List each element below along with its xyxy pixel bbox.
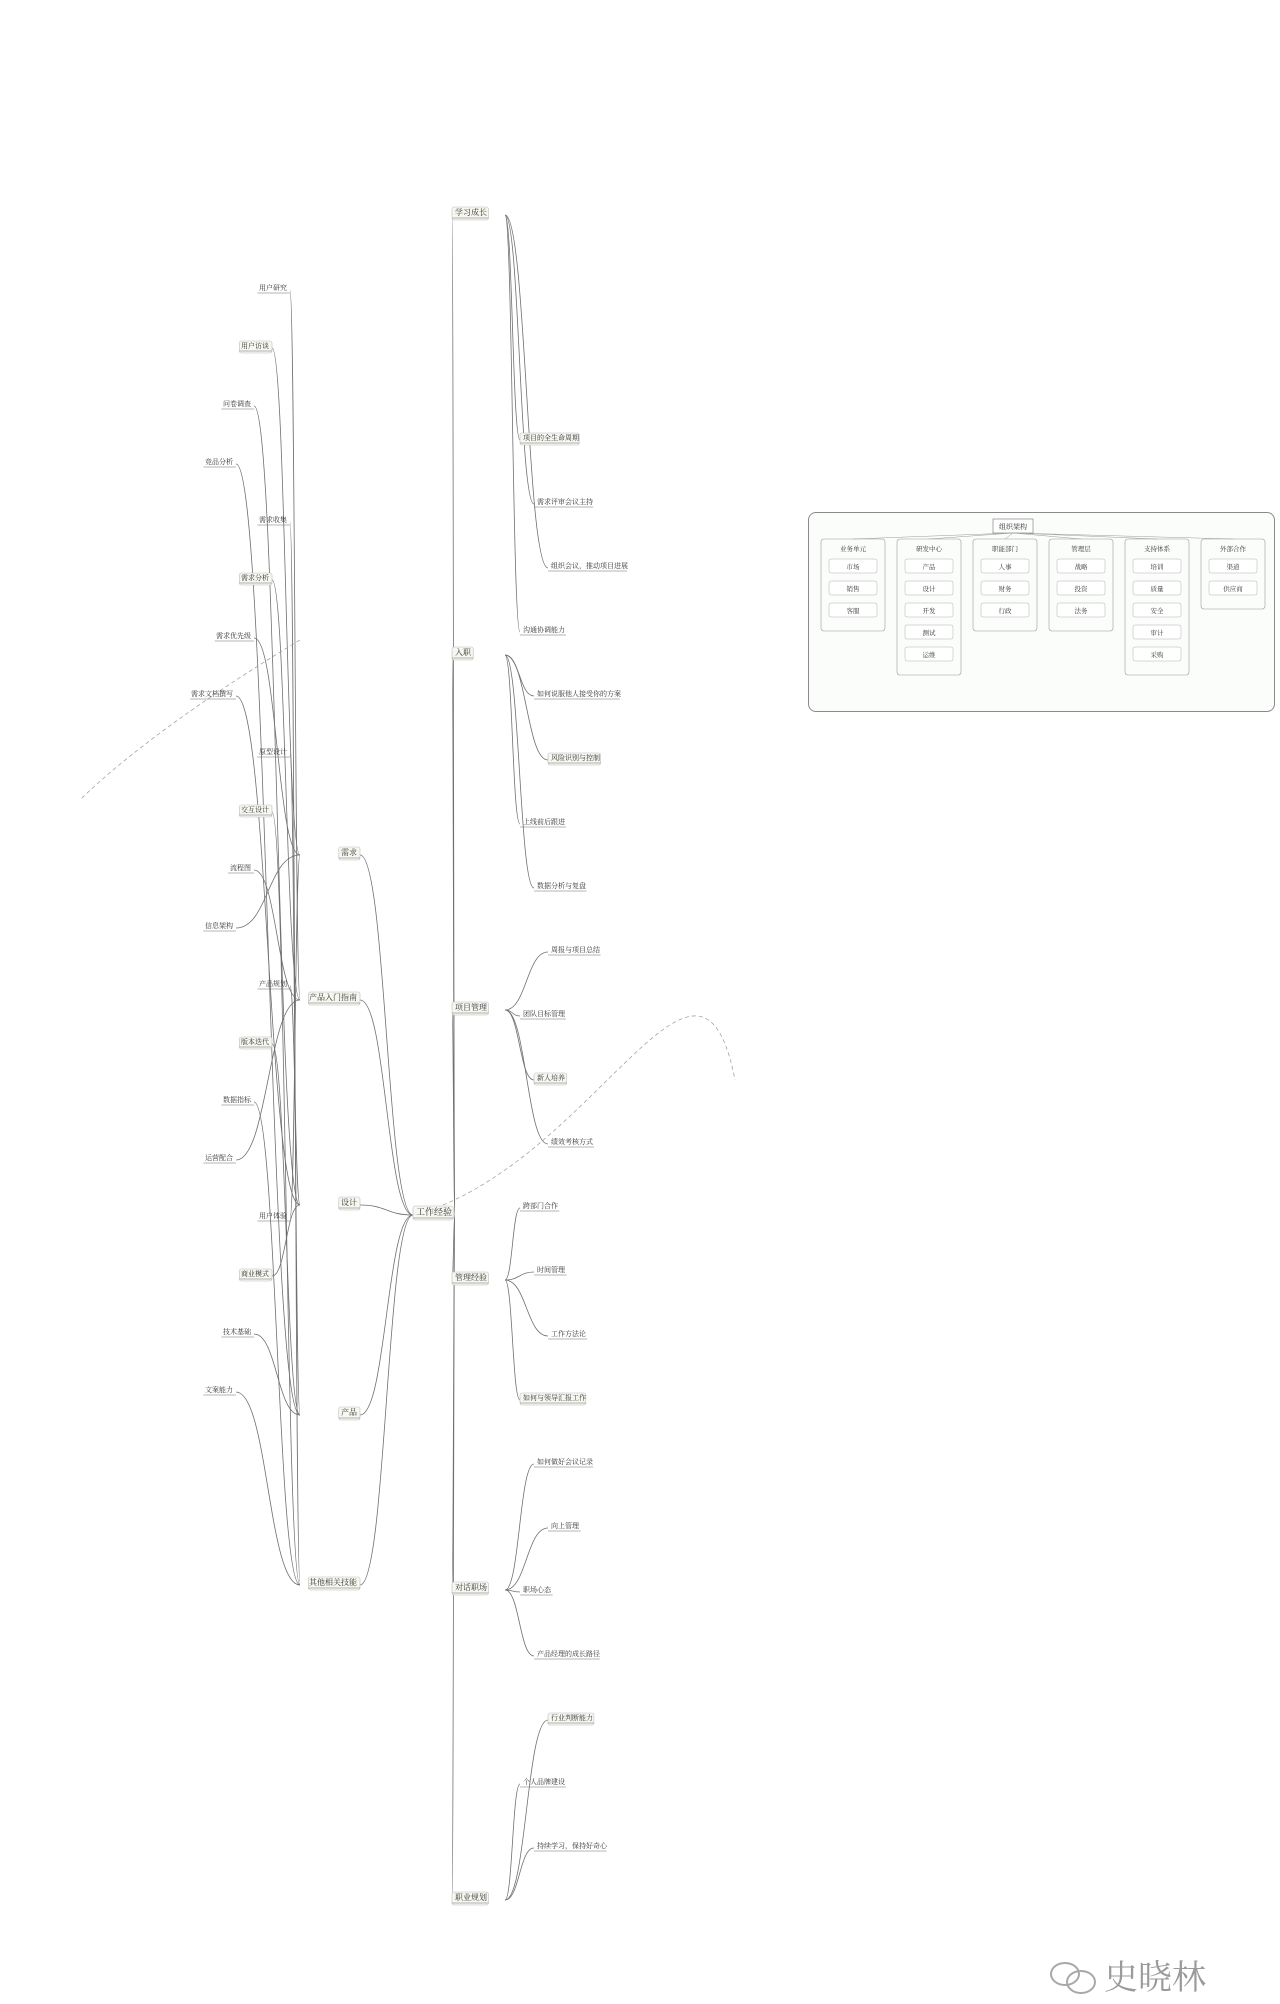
right-leaf-15 (520, 1393, 586, 1405)
left-leaf-19-text: 文案能力 (205, 1386, 233, 1394)
right-branch-0-text: 学习成长 (455, 208, 487, 217)
panel-column-label-1: 研发中心 (916, 545, 942, 553)
right-leaf-edge-8 (505, 952, 548, 1010)
org-structure-diagram (809, 513, 1274, 711)
left-leaf-12 (257, 979, 290, 989)
right-leaf-14 (548, 1329, 587, 1339)
panel-item-4-0: 培训 (1150, 563, 1164, 571)
left-branch-1-text: 需求 (341, 848, 357, 857)
right-leaf-18-text: 职场心态 (523, 1586, 551, 1594)
left-leaf-8-text: 原型设计 (259, 748, 287, 756)
right-leaf-5-text: 风险识别与控制 (551, 754, 600, 762)
left-branch-edge-2 (360, 1205, 413, 1215)
right-branch-2-text: 项目管理 (455, 1003, 487, 1012)
right-leaf-4-text: 如何说服他人接受你的方案 (537, 690, 621, 698)
panel-title: 组织架构 (999, 523, 1027, 531)
right-leaf-edge-5 (505, 655, 548, 760)
panel-item-2-2: 行政 (998, 607, 1012, 615)
panel-item-3-0: 战略 (1074, 563, 1088, 571)
right-leaf-7-text: 数据分析与复盘 (537, 882, 586, 890)
left-leaf-0 (257, 283, 290, 293)
org-structure-panel (808, 512, 1275, 712)
left-leaf-14 (221, 1095, 254, 1105)
right-leaf-21-text: 个人品牌建设 (523, 1778, 565, 1786)
right-leaf-19-text: 产品经理的成长路径 (537, 1650, 600, 1658)
right-leaf-19 (534, 1649, 600, 1659)
mind-map-edges (80, 215, 735, 1900)
right-leaf-0-text: 项目的全生命周期 (523, 434, 579, 442)
panel-item-1-0: 产品 (922, 563, 936, 571)
left-branch-edge-3 (360, 1215, 413, 1415)
panel-column-label-0: 业务单元 (840, 545, 866, 553)
left-leaf-6 (215, 631, 254, 641)
right-branch-5 (452, 1892, 488, 1905)
panel-item-3-1: 投资 (1074, 585, 1088, 593)
right-leaf-edge-3 (505, 215, 520, 632)
right-leaf-9-text: 团队目标管理 (523, 1010, 565, 1018)
left-leaf-11-text: 信息架构 (205, 922, 233, 930)
right-leaf-13-text: 时间管理 (537, 1266, 565, 1274)
panel-column-label-5: 外部合作 (1220, 545, 1246, 553)
right-leaf-0 (520, 433, 579, 445)
panel-item-0-0: 市场 (846, 563, 860, 571)
right-leaf-8 (548, 945, 601, 955)
right-leaf-3 (520, 625, 566, 635)
right-branch-3 (452, 1272, 488, 1285)
right-leaf-edge-19 (505, 1590, 534, 1656)
panel-column-label-2: 职能部门 (992, 545, 1018, 553)
left-branch-1 (339, 847, 360, 860)
left-branch-4-text: 其他相关技能 (309, 1578, 357, 1587)
right-leaf-12-text: 跨部门合作 (523, 1202, 558, 1210)
right-branch-3-text: 管理经验 (455, 1273, 487, 1282)
left-branch-2 (339, 1197, 360, 1210)
right-leaf-1 (534, 497, 593, 507)
left-leaf-edge-7 (236, 696, 300, 1205)
panel-item-1-3: 测试 (922, 629, 936, 637)
left-leaf-4-text: 需求收集 (259, 516, 287, 524)
central-node-text: 工作经验 (416, 1208, 453, 1218)
right-leaf-9 (520, 1009, 566, 1019)
right-leaf-2-text: 组织会议，推动项目进展 (551, 562, 628, 570)
watermark (1050, 1950, 1206, 1999)
right-branch-1-text: 入职 (455, 648, 471, 657)
panel-item-4-1: 质量 (1150, 585, 1164, 593)
right-leaf-22-text: 持续学习，保持好奇心 (537, 1842, 607, 1850)
left-leaf-9-text: 交互设计 (241, 806, 269, 814)
panel-item-4-3: 审计 (1150, 629, 1164, 637)
right-leaf-11-text: 绩效考核方式 (551, 1138, 593, 1146)
right-leaf-edge-16 (505, 1464, 534, 1590)
left-leaf-4 (257, 515, 290, 525)
right-leaf-edge-12 (505, 1208, 520, 1280)
right-leaf-12 (520, 1201, 559, 1211)
left-leaf-10 (228, 863, 254, 873)
left-leaf-18-text: 技术基础 (223, 1328, 251, 1336)
right-leaf-edge-10 (505, 1010, 534, 1080)
left-leaf-11 (203, 921, 236, 931)
left-leaf-10-text: 流程图 (230, 864, 251, 872)
panel-item-2-1: 财务 (998, 585, 1012, 593)
panel-link-2 (1005, 533, 1013, 539)
left-leaf-6-text: 需求优先级 (216, 632, 251, 640)
right-leaf-20 (548, 1713, 594, 1725)
right-leaf-10-text: 新人培养 (537, 1074, 565, 1082)
panel-link-4 (1013, 533, 1157, 539)
left-leaf-15-text: 运营配合 (205, 1154, 233, 1162)
left-leaf-16 (257, 1211, 290, 1221)
right-leaf-edge-22 (505, 1848, 534, 1900)
panel-item-0-2: 客服 (846, 607, 860, 615)
right-branch-2 (452, 1002, 488, 1015)
right-leaf-20-text: 行业判断能力 (551, 1714, 593, 1722)
left-leaf-8 (257, 747, 290, 757)
central-node (413, 1206, 453, 1220)
dashed-connector (430, 1016, 735, 1210)
panel-item-2-0: 人事 (998, 563, 1012, 571)
right-leaf-10 (534, 1073, 567, 1085)
right-leaf-edge-21 (505, 1784, 520, 1900)
left-leaf-15 (203, 1153, 236, 1163)
panel-item-5-1: 供应商 (1223, 585, 1243, 593)
right-leaf-14-text: 工作方法论 (551, 1330, 586, 1338)
right-leaf-13 (534, 1265, 567, 1275)
left-leaf-17-text: 商业模式 (241, 1270, 269, 1278)
right-leaf-3-text: 沟通协调能力 (523, 626, 565, 634)
panel-item-3-2: 法务 (1074, 607, 1088, 615)
panel-item-1-1: 设计 (922, 585, 936, 593)
panel-item-5-0: 渠道 (1226, 563, 1240, 571)
left-leaf-0-text: 用户研究 (259, 284, 287, 292)
right-branch-1 (452, 647, 473, 660)
right-leaf-18 (520, 1585, 553, 1595)
panel-item-0-1: 销售 (846, 585, 860, 593)
left-leaf-2 (221, 399, 254, 409)
panel-item-4-4: 采购 (1150, 651, 1164, 659)
left-leaf-1 (239, 341, 272, 353)
right-leaf-16-text: 如何做好会议记录 (537, 1458, 593, 1466)
right-leaf-21 (520, 1777, 566, 1787)
panel-column-label-3: 管理层 (1071, 545, 1091, 553)
right-leaf-17 (548, 1521, 581, 1531)
left-leaf-12-text: 产品规划 (259, 980, 287, 988)
left-leaf-13-text: 版本迭代 (241, 1038, 269, 1046)
left-leaf-18 (221, 1327, 254, 1337)
left-leaf-edge-15 (236, 1000, 300, 1160)
panel-item-1-2: 开发 (922, 607, 936, 615)
right-leaf-11 (548, 1137, 594, 1147)
left-leaf-1-text: 用户访谈 (241, 342, 269, 350)
left-branch-3-text: 产品 (341, 1408, 357, 1417)
right-leaf-4 (534, 689, 621, 699)
right-leaf-6-text: 上线前后跟进 (523, 818, 565, 826)
left-branch-0-text: 产品入门指南 (309, 993, 357, 1002)
left-branch-0 (308, 992, 360, 1005)
left-leaf-9 (239, 805, 272, 817)
left-branch-edge-4 (360, 1215, 413, 1585)
right-leaf-16 (534, 1457, 593, 1467)
left-branch-3 (339, 1407, 360, 1420)
right-leaf-edge-7 (505, 655, 534, 888)
left-leaf-3 (203, 457, 236, 467)
left-leaf-16-text: 用户体验 (259, 1212, 287, 1220)
panel-link-1 (929, 533, 1013, 539)
left-branch-4 (308, 1577, 360, 1590)
panel-column-label-4: 支持体系 (1144, 545, 1170, 553)
left-leaf-5 (239, 573, 272, 585)
left-leaf-7-text: 需求文档撰写 (191, 690, 233, 698)
right-leaf-7 (534, 881, 587, 891)
right-branch-5-text: 职业规划 (455, 1893, 487, 1902)
dashed-connector-left (80, 640, 300, 800)
left-leaf-17 (239, 1269, 272, 1281)
watermark-label: 史晓林 (1104, 1958, 1206, 1998)
left-leaf-2-text: 问卷调查 (223, 400, 251, 408)
right-leaf-edge-15 (505, 1280, 520, 1400)
right-leaf-6 (520, 817, 566, 827)
left-leaf-7 (190, 689, 236, 699)
panel-item-1-4: 运维 (922, 651, 936, 659)
left-leaf-19 (203, 1385, 236, 1395)
left-leaf-14-text: 数据指标 (223, 1096, 251, 1104)
right-leaf-15-text: 如何与领导汇报工作 (523, 1394, 586, 1402)
right-leaf-8-text: 周报与项目总结 (551, 946, 600, 954)
panel-link-0 (853, 533, 1013, 539)
right-leaf-edge-20 (505, 1720, 548, 1900)
right-leaf-22 (534, 1841, 608, 1851)
right-branch-4-text: 对话职场 (455, 1583, 487, 1592)
mind-map-nodes (190, 207, 628, 1905)
right-leaf-1-text: 需求评审会议主持 (537, 498, 593, 506)
right-leaf-2 (548, 561, 628, 571)
right-leaf-edge-2 (505, 215, 548, 568)
right-leaf-17-text: 向上管理 (551, 1522, 579, 1530)
left-branch-2-text: 设计 (341, 1198, 357, 1207)
right-branch-4 (452, 1582, 488, 1595)
left-leaf-13 (239, 1037, 272, 1049)
left-leaf-5-text: 需求分析 (241, 574, 269, 582)
wechat-icon (1050, 1958, 1096, 1992)
right-leaf-5 (548, 753, 601, 765)
left-leaf-3-text: 竞品分析 (205, 458, 233, 466)
left-branch-edge-1 (360, 855, 413, 1215)
panel-item-4-2: 安全 (1150, 607, 1164, 615)
right-leaf-edge-13 (505, 1272, 534, 1280)
right-branch-0 (452, 207, 488, 220)
